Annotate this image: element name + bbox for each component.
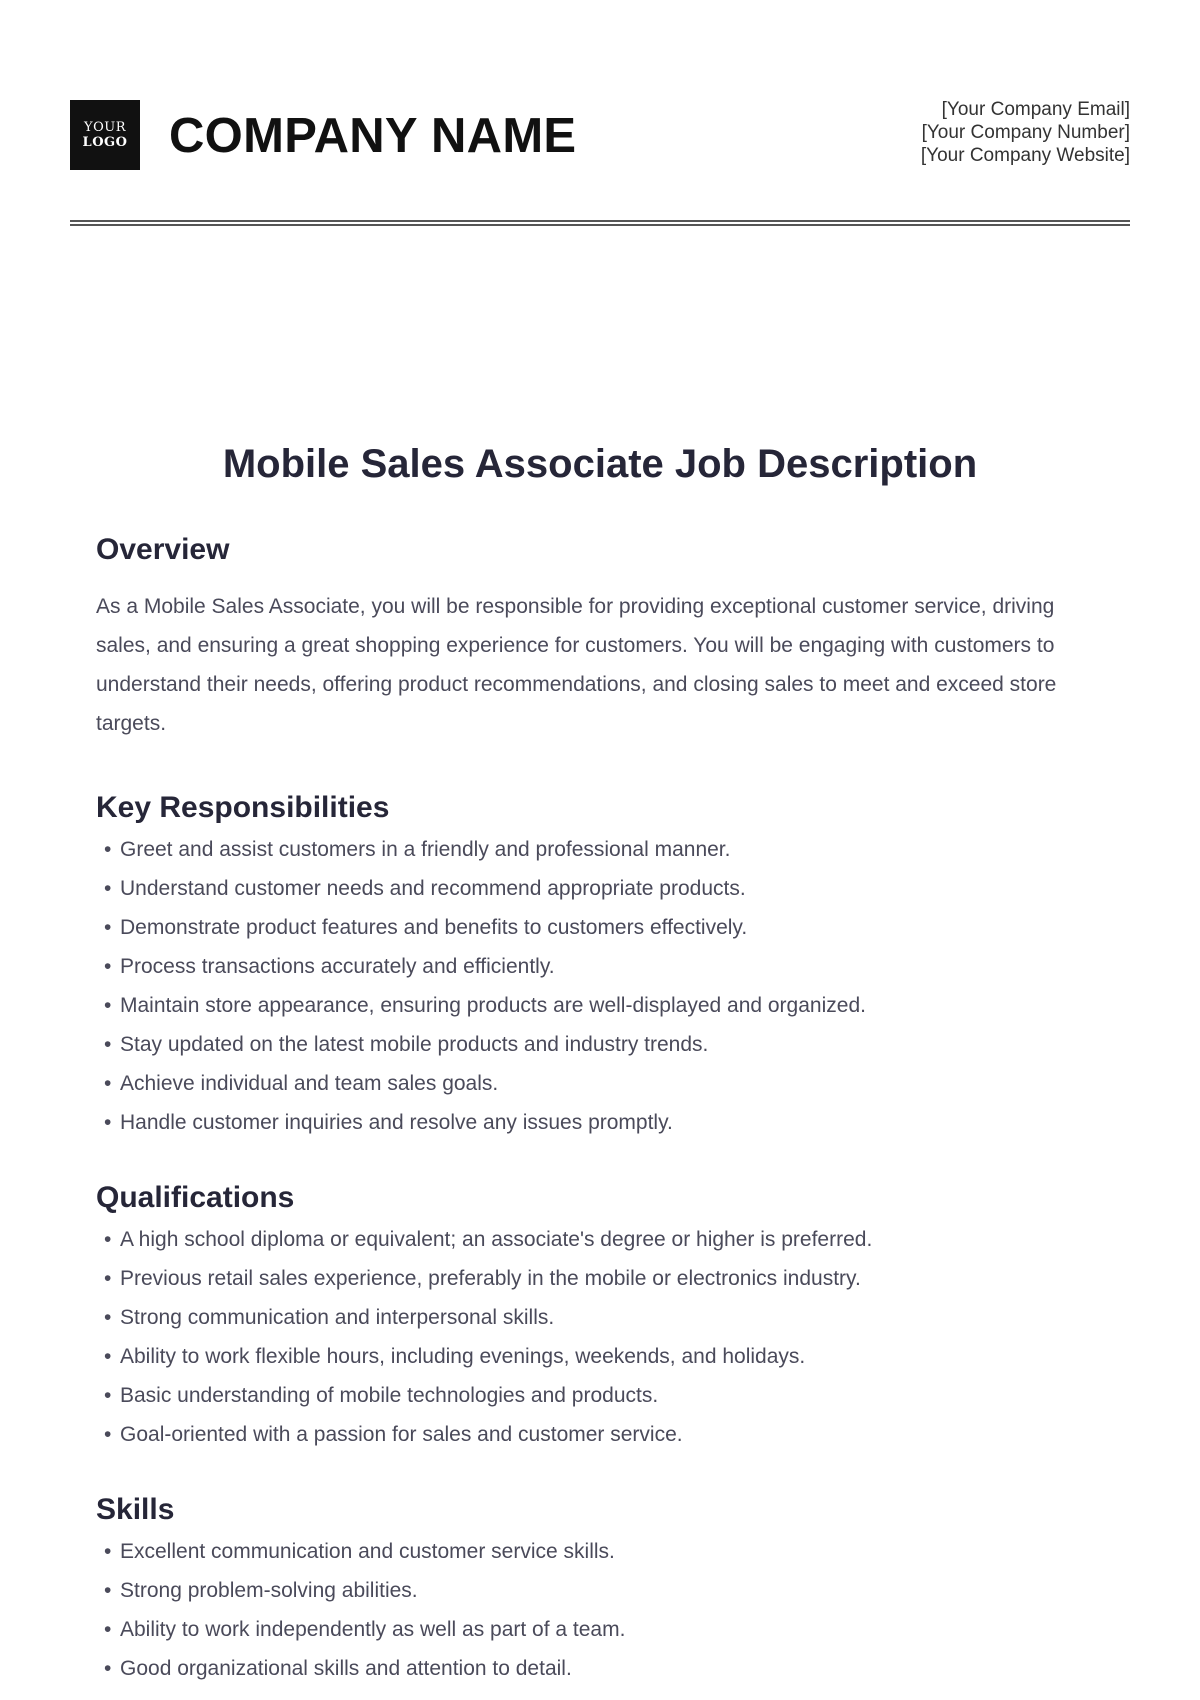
document-header [70, 100, 1130, 170]
list-item: • Understand customer needs and recommend appropriate products. [96, 869, 1106, 908]
company-number: [Your Company Number] [921, 122, 1130, 143]
document-title: Mobile Sales Associate Job Description [222, 442, 978, 486]
list-item: • Achieve individual and team sales goals. [96, 1064, 1106, 1103]
company-logo [70, 100, 140, 170]
skills-section [96, 1490, 1106, 1688]
company-name: COMPANY NAME [169, 109, 577, 163]
list-item: • Maintain store appearance, ensuring products are well-displayed and organized. [96, 986, 1106, 1025]
responsibilities-list [96, 830, 1106, 1142]
overview-text: As a Mobile Sales Associate, you will be responsible for providing exceptional customer service, driving sales, and ensuring a great shopping experience for customers. You will be engaging with customers to understand their needs, offering product recommendations, and closing sales to meet and exceed store targets. [96, 595, 1057, 735]
logo-text-top: YOUR [84, 120, 126, 135]
responsibilities-section [96, 788, 1106, 1142]
list-item: • Strong communication and interpersonal skills. [96, 1298, 1106, 1337]
company-contact-block [921, 98, 1130, 167]
overview-heading: Overview [96, 533, 230, 566]
document-body [96, 530, 1106, 1680]
skills-heading: Skills [96, 1493, 175, 1526]
header-divider [70, 220, 1130, 226]
list-item: • Goal-oriented with a passion for sales and customer service. [96, 1415, 1106, 1454]
responsibilities-heading: Key Responsibilities [96, 791, 390, 824]
logo-text-bottom: LOGO [82, 135, 128, 150]
company-email: [Your Company Email] [941, 99, 1130, 120]
list-item: • Basic understanding of mobile technologies and products. [96, 1376, 1106, 1415]
list-item: • Strong problem-solving abilities. [96, 1571, 1106, 1610]
qualifications-list [96, 1220, 1106, 1454]
qualifications-section [96, 1178, 1106, 1454]
list-item: • Greet and assist customers in a friendly and professional manner. [96, 830, 1106, 869]
list-item: • Good organizational skills and attention to detail. [96, 1649, 1106, 1688]
list-item: • Demonstrate product features and benefits to customers effectively. [96, 908, 1106, 947]
list-item: • Handle customer inquiries and resolve any issues promptly. [96, 1103, 1106, 1142]
list-item: • Excellent communication and customer service skills. [96, 1532, 1106, 1571]
list-item: • Previous retail sales experience, preferably in the mobile or electronics industry. [96, 1259, 1106, 1298]
overview-section [96, 530, 1106, 743]
list-item: • Ability to work independently as well as part of a team. [96, 1610, 1106, 1649]
list-item: • Stay updated on the latest mobile products and industry trends. [96, 1025, 1106, 1064]
list-item: • Process transactions accurately and efficiently. [96, 947, 1106, 986]
skills-list [96, 1532, 1106, 1688]
qualifications-heading: Qualifications [96, 1181, 295, 1214]
list-item: • A high school diploma or equivalent; an associate's degree or higher is preferred. [96, 1220, 1106, 1259]
company-website: [Your Company Website] [920, 145, 1130, 166]
list-item: • Ability to work flexible hours, including evenings, weekends, and holidays. [96, 1337, 1106, 1376]
